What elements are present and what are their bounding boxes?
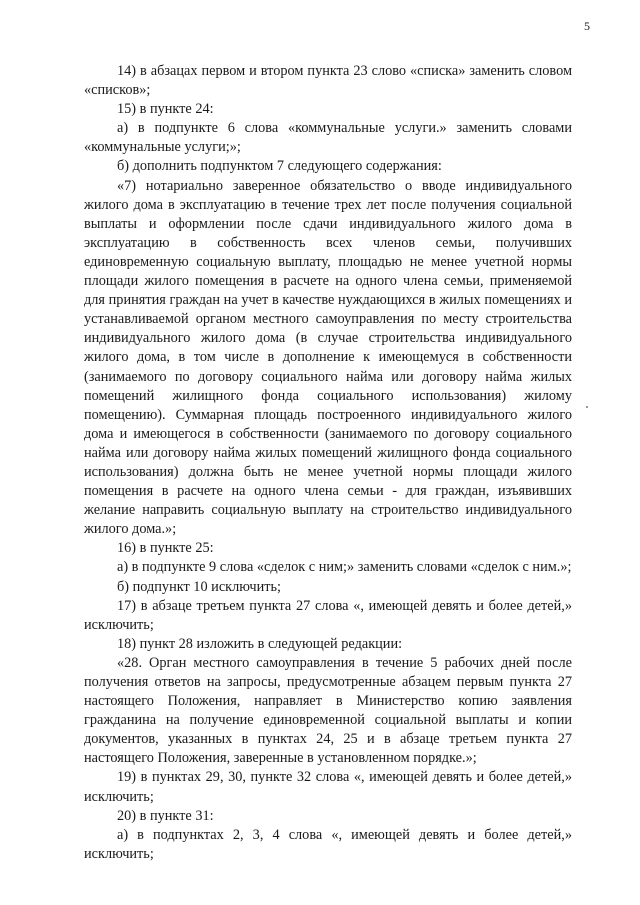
paragraph-subitem-16b: б) подпункт 10 исключить; <box>117 578 281 595</box>
paragraph-item-17: 17) в абзаце третьем пункта 27 слова «, имеющей девять и более детей,» исключить; <box>84 597 572 633</box>
paragraph-subitem-16a: а) в подпункте 9 слова «сделок с ним;» заменить словами «сделок с ним.»; <box>117 559 572 576</box>
paragraph-item-14: 14) в абзацах первом и втором пункта 23 слово «списка» заменить словом «списков»; <box>84 63 572 99</box>
paragraph-subitem-15b: б) дополнить подпунктом 7 следующего содержания: <box>117 158 442 175</box>
paragraph-quote-28: «28. Орган местного самоуправления в течение 5 рабочих дней после получения ответов на запросы, предусмотренные абзацем первым пункта 27 настоящего Положения, направляет в Министерство копию заявления гражданина на получение единовременной социальной выплаты и копии документов, указанных в пунктах 24, 25 и в абзаце третьем пункта 27 настоящего Положения, заверенные в установленном порядке.»; <box>84 654 572 767</box>
document-body <box>84 62 572 864</box>
paragraph-item-19: 19) в пунктах 29, 30, пункте 32 слова «, имеющей девять и более детей,» исключить; <box>84 769 572 805</box>
paragraph-item-20: 20) в пункте 31: <box>117 807 214 824</box>
paragraph-subitem-20a: а) в подпунктах 2, 3, 4 слова «, имеющей девять и более детей,» исключить; <box>84 826 572 862</box>
paragraph-quote-7: «7) нотариально заверенное обязательство о вводе индивидуального жилого дома в эксплуатацию в течение трех лет после получения социальной выплаты и оформлении после сдачи индивидуального жилого дома в эксплуатацию в собственность всех членов семьи, получивших единовременную социальную выплату, площадью не менее учетной нормы площади жилого помещения в расчете на одного члена семьи, применяемой для принятия граждан на учет в качестве нуждающихся в жилых помещениях и устанавливаемой органом местного самоуправления по месту строительства индивидуального жилого дома (в случае строительства индивидуального жилого дома, в том числе в дополнение к имеющемуся в собственности (занимаемого по договору социального найма или договору найма жилых помещений жилищного фонда социального использования) жилому помещению). Суммарная площадь построенного индивидуального жилого дома и имеющегося в собственности (занимаемого по договору социального найма или договору найма жилых помещений жилищного фонда социального использования) должна быть не менее учетной нормы площади жилого помещения в расчете на одного члена семьи - для граждан, изъявивших желание направить социальную выплату на строительство индивидуального жилого дома.»; <box>84 177 572 538</box>
paragraph-item-18: 18) пункт 28 изложить в следующей редакции: <box>117 635 403 652</box>
paragraph-item-15: 15) в пункте 24: <box>117 101 214 118</box>
scan-speck <box>586 406 588 408</box>
page-number: 5 <box>584 19 590 33</box>
paragraph-subitem-15a: а) в подпункте 6 слова «коммунальные услуги.» заменить словами «коммунальные услуги;»; <box>84 120 572 156</box>
paragraph-item-16: 16) в пункте 25: <box>117 540 214 557</box>
